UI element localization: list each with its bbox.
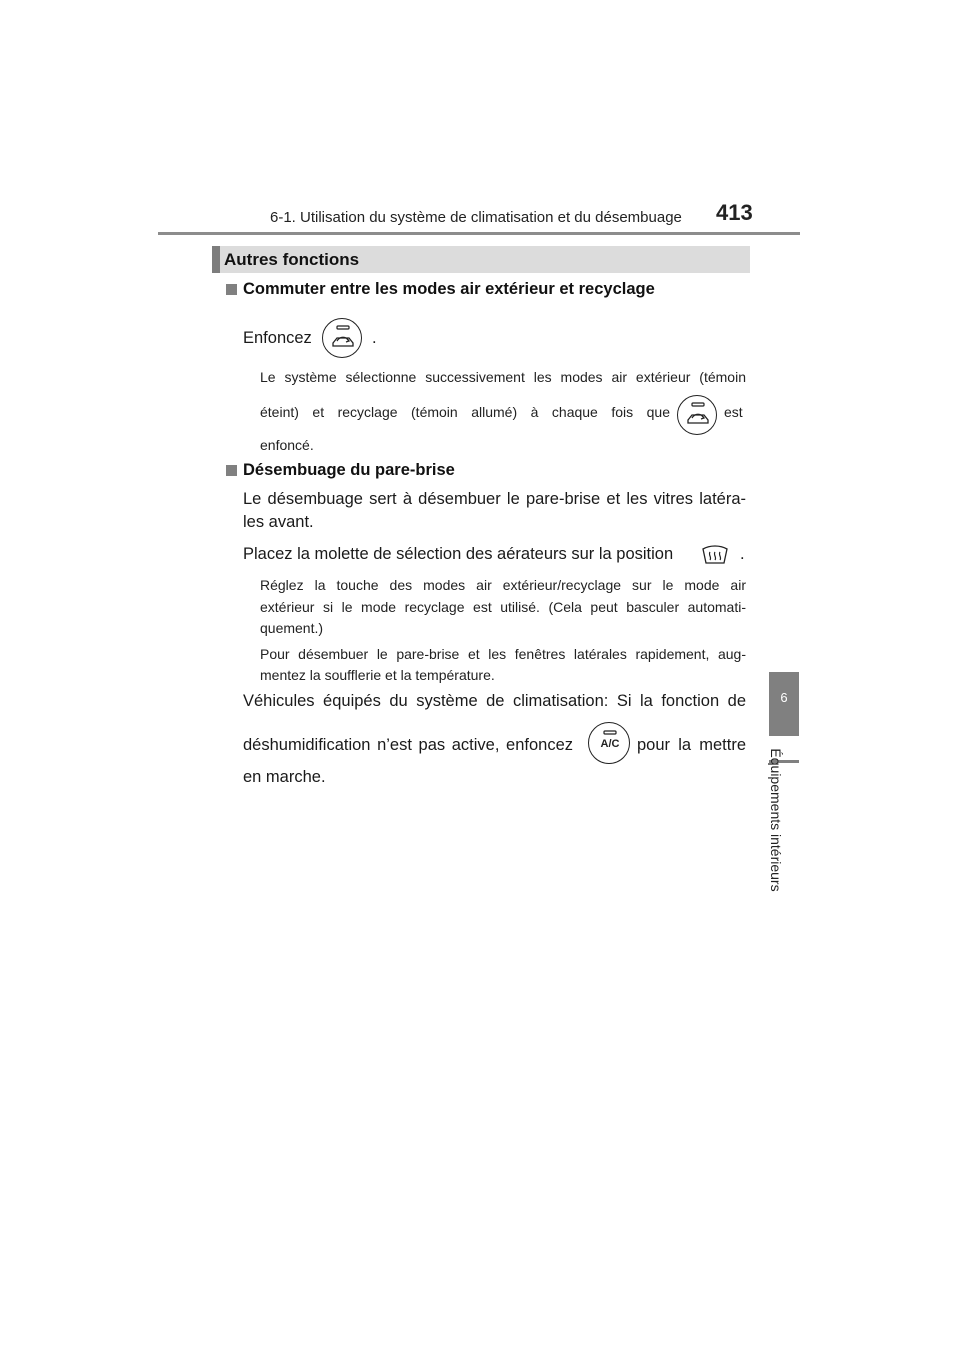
defog-ac-line3: en marche. [243, 768, 326, 786]
recirc-press-text: Enfoncez [243, 329, 312, 347]
defog-ac-line1: Véhicules équipés du système de climatisation: Si la fonction de [243, 692, 746, 710]
defog-note1-line2: extérieur si le mode recyclage est utilisé. (Cela peut basculer automati- [260, 599, 746, 615]
defog-ac-line2b: pour la mettre [637, 736, 746, 754]
section-title: Autres fonctions [224, 250, 360, 269]
recirc-note-line1: Le système sélectionne successivement les modes air extérieur (témoin [260, 369, 746, 385]
defog-note2-line1: Pour désembuer le pare-brise et les fenêtres latérales rapidement, aug- [260, 646, 746, 662]
page-number: 413 [716, 200, 753, 225]
defog-note1-line1: Réglez la touche des modes air extérieur/recyclage sur le mode air [260, 577, 746, 593]
defog-ac-line2a: déshumidification n’est pas active, enfoncez [243, 736, 573, 754]
recirculation-button-icon [322, 318, 362, 358]
defog-intro-line1: Le désembuage sert à désembuer le pare-brise et les vitres latéra- [243, 490, 746, 508]
running-header: 6-1. Utilisation du système de climatisation et du désembuage [270, 209, 682, 226]
recirculation-button-icon [677, 395, 717, 435]
ac-button-icon [588, 722, 630, 764]
recirc-press-end: . [372, 329, 377, 347]
chapter-label: Équipements intérieurs [768, 748, 784, 892]
defog-note2-line2: mentez la soufflerie et la température. [260, 667, 495, 683]
ac-button-label: A/C [600, 738, 620, 750]
bullet-square [226, 465, 237, 476]
defog-intro-line2: les avant. [243, 513, 314, 531]
defog-place-text: Placez la molette de sélection des aérateurs sur la position [243, 545, 674, 563]
recirc-note-line3: enfoncé. [260, 437, 314, 453]
windshield-defog-icon [700, 541, 730, 569]
recirc-heading: Commuter entre les modes air extérieur et recyclage [243, 280, 655, 298]
chapter-number: 6 [780, 690, 788, 705]
recirc-note-line2a: éteint) et recyclage (témoin allumé) à chaque fois que [260, 404, 670, 420]
defog-heading: Désembuage du pare-brise [243, 461, 455, 479]
defog-note1-line3: quement.) [260, 620, 324, 636]
recirc-note-line2b: est [724, 404, 743, 420]
defog-place-end: . [740, 545, 745, 563]
header-rule [158, 232, 800, 235]
bullet-square [226, 284, 237, 295]
